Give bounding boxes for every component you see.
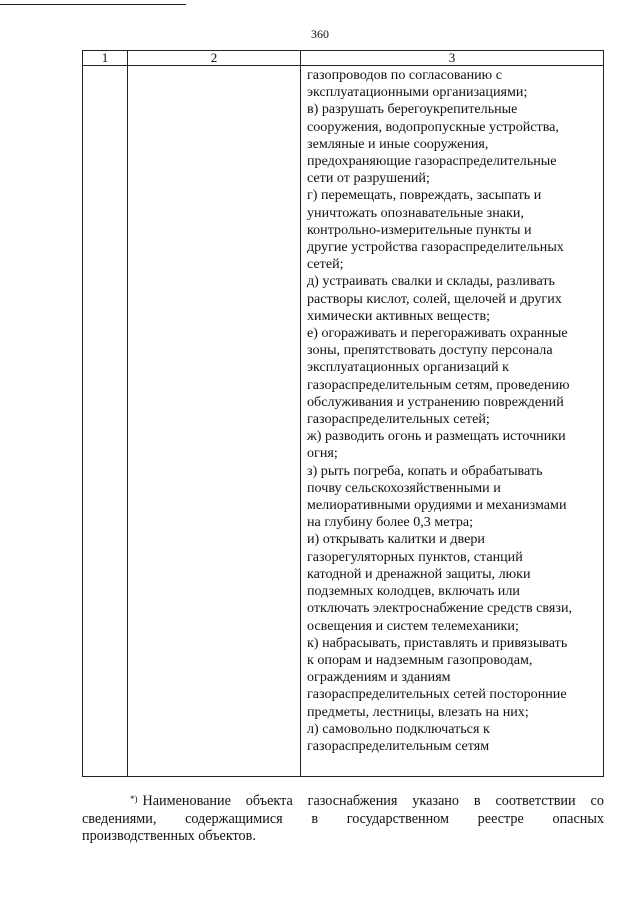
footnote [82, 793, 604, 846]
text-line: ограждениям и зданиям [307, 669, 451, 686]
text-line: огня; [307, 445, 338, 462]
footnote-mark: *) [130, 794, 138, 804]
text-line: г) перемещать, повреждать, засыпать и [307, 187, 542, 204]
table-header-row [83, 51, 604, 66]
footnote-line-2 [82, 811, 604, 829]
text-line: другие устройства газораспределительных [307, 239, 564, 256]
text-line: газораспределительным сетям [307, 737, 490, 754]
col3-text-block [307, 67, 597, 755]
text-line: предметы, лестницы, влезать на них; [307, 703, 529, 720]
footnote-word: указано [412, 793, 459, 809]
footnote-word: в [473, 793, 481, 809]
text-line: предохраняющие газораспределительные [307, 153, 557, 170]
text-line: уничтожать опознавательные знаки, [307, 204, 524, 221]
header-col-1: 1 [83, 51, 128, 66]
footnote-word: опасных [552, 810, 604, 827]
footnote-line-3: производственных объектов. [82, 828, 256, 844]
text-line: сети от разрушений; [307, 170, 430, 187]
footnote-word: газоснабжения [307, 793, 398, 809]
text-line: эксплуатационными организациями; [307, 84, 528, 101]
footnote-word: реестре [477, 810, 524, 827]
page-number: 360 [311, 27, 329, 41]
text-line: контрольно-измерительные пункты и [307, 221, 532, 238]
footnote-word: объекта [245, 793, 293, 809]
text-line: газораспределительным сетям, проведению [307, 376, 570, 393]
text-line: газораспределительных сетей; [307, 411, 490, 428]
text-line: зоны, препятствовать доступу персонала [307, 342, 553, 359]
text-line: на глубину более 0,3 метра; [307, 514, 474, 531]
text-line: освещения и систем телемеханики; [307, 617, 519, 634]
header-col-2: 2 [128, 51, 301, 66]
text-line: з) рыть погреба, копать и обрабатывать [307, 462, 543, 479]
text-line: газораспределительных сетей посторонние [307, 686, 567, 703]
text-line: растворы кислот, солей, щелочей и других [307, 290, 562, 307]
top-rule [0, 4, 186, 5]
text-line: подземных колодцев, включать или [307, 583, 520, 600]
text-line: е) огораживать и перегораживать охранные [307, 325, 568, 342]
text-line: катодной и дренажной защиты, люки [307, 565, 531, 582]
text-line: обслуживания и устранению повреждений [307, 393, 564, 410]
text-line: отключать электроснабжение средств связи, [307, 600, 573, 617]
footnote-word: сведениями, [82, 810, 157, 827]
text-line: мелиоративными орудиями и механизмами [307, 497, 567, 514]
header-col-3: 3 [301, 51, 604, 66]
text-line: химически активных веществ; [307, 307, 491, 324]
footnote-first-word [130, 793, 231, 811]
text-line: сооружения, водопропускные устройства, [307, 118, 559, 135]
text-line: эксплуатационных организаций к [307, 359, 510, 376]
text-line: газопроводов по согласованию с [307, 67, 502, 83]
text-line: л) самовольно подключаться к [307, 720, 490, 737]
footnote-line-1 [82, 793, 604, 811]
footnote-word: государственном [346, 810, 449, 827]
text-line: газорегуляторных пунктов, станций [307, 548, 523, 565]
footnote-word: соответствии [495, 793, 576, 809]
text-line: к опорам и надземным газопроводам, [307, 651, 533, 668]
cell-col-2 [128, 66, 301, 777]
text-line: к) набрасывать, приставлять и привязывать [307, 634, 568, 651]
text-line: в) разрушать берегоукрепительные [307, 101, 518, 118]
cell-col-1 [83, 66, 128, 777]
text-line: ж) разводить огонь и размещать источники [307, 428, 566, 445]
footnote-word: в [311, 810, 319, 827]
text-line: и) открывать калитки и двери [307, 531, 485, 548]
text-line: д) устраивать свалки и склады, разливать [307, 273, 555, 290]
footnote-word: со [590, 793, 604, 809]
footnote-word: Наименование [142, 793, 231, 809]
document-table [82, 50, 604, 777]
cell-col-3 [301, 66, 604, 777]
table-body-row [83, 66, 604, 777]
text-line: почву сельскохозяйственными и [307, 479, 501, 496]
footnote-word: содержащимися [185, 810, 283, 827]
text-line: сетей; [307, 256, 344, 273]
text-line: земляные и иные сооружения, [307, 135, 489, 152]
